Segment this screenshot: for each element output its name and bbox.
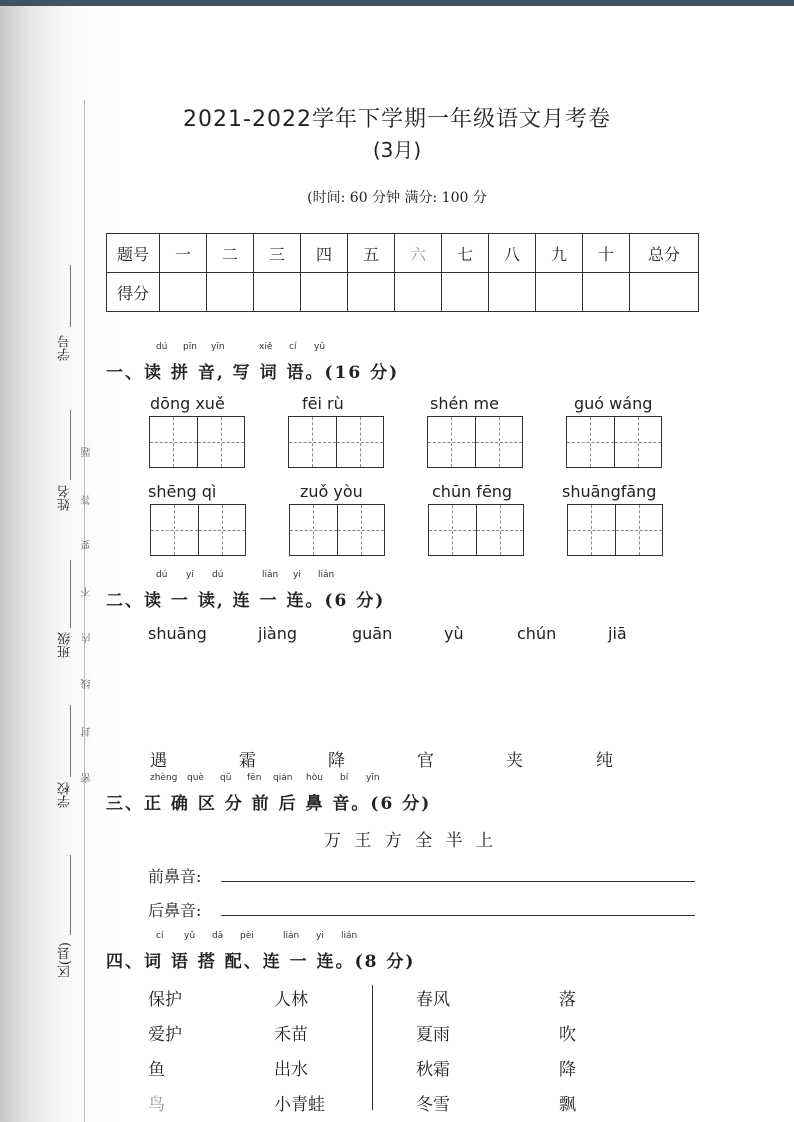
- section1-heading: 一、读 拼 音, 写 词 语。(16 分): [106, 363, 400, 383]
- word-item: 出水: [274, 1060, 308, 1080]
- table-cell: 题号: [107, 234, 160, 273]
- heading-pinyin: bí: [340, 773, 349, 783]
- word-item: 冬雪: [416, 1095, 450, 1115]
- word-item: 秋霜: [416, 1060, 450, 1080]
- character-list: 万 王 方 全 半 上: [324, 831, 494, 851]
- score-cell[interactable]: [583, 273, 630, 312]
- heading-pinyin: xiě: [259, 342, 273, 352]
- word-item: 爱护: [148, 1025, 182, 1045]
- word-item: 保护: [148, 990, 182, 1010]
- heading-pinyin: hòu: [306, 773, 323, 783]
- writing-grid[interactable]: [566, 416, 662, 468]
- section4-heading: 四、词 语 搭 配、连 一 连。(8 分): [106, 952, 416, 972]
- heading-pinyin: qū: [220, 773, 232, 783]
- school-line: [70, 705, 71, 777]
- word-item: 鱼: [148, 1060, 165, 1080]
- heading-pinyin: zhèng: [150, 773, 178, 783]
- name-label: 姓名: [58, 485, 73, 511]
- word-item: 夏雨: [416, 1025, 450, 1045]
- heading-pinyin: cí: [156, 931, 164, 941]
- heading-pinyin: què: [187, 773, 204, 783]
- table-cell: 总分: [630, 234, 699, 273]
- heading-pinyin: qián: [273, 773, 293, 783]
- school-label: 学校: [58, 782, 73, 808]
- table-cell: 九: [536, 234, 583, 273]
- heading-pinyin: yīn: [366, 773, 380, 783]
- word-item: 小青蛙: [274, 1095, 325, 1115]
- heading-pinyin: lián: [283, 931, 300, 941]
- pinyin-word: chūn fēng: [432, 482, 513, 501]
- writing-grid[interactable]: [428, 504, 524, 556]
- word-item: 落: [559, 990, 576, 1010]
- heading-pinyin: dú: [156, 570, 168, 580]
- score-cell[interactable]: [536, 273, 583, 312]
- writing-grid[interactable]: [427, 416, 523, 468]
- heading-pinyin: yi: [316, 931, 324, 941]
- pinyin-word: shēng qì: [148, 482, 217, 501]
- score-cell[interactable]: [207, 273, 254, 312]
- column-divider: [372, 985, 373, 1110]
- score-cell[interactable]: [489, 273, 536, 312]
- hanzi-char: 纯: [596, 751, 613, 771]
- pinyin-word: shuāngfāng: [562, 482, 657, 501]
- hanzi-char: 霜: [239, 751, 256, 771]
- exam-meta: (时间: 60 分钟 满分: 100 分: [307, 190, 487, 206]
- score-cell[interactable]: [348, 273, 395, 312]
- district-line: [70, 855, 71, 935]
- pinyin-word: shén me: [430, 394, 499, 413]
- pinyin-word: fēi rù: [302, 394, 344, 413]
- seal-char: 密: [82, 773, 93, 783]
- seal-char: 封: [82, 727, 93, 737]
- writing-grid[interactable]: [567, 504, 663, 556]
- score-cell[interactable]: [395, 273, 442, 312]
- heading-pinyin: yi: [293, 570, 301, 580]
- seal-char: 内: [82, 633, 93, 643]
- score-cell[interactable]: [442, 273, 489, 312]
- word-item: 人林: [274, 990, 308, 1010]
- table-cell: 六: [395, 234, 442, 273]
- pinyin-word: guān: [352, 624, 393, 643]
- word-item: 鸟: [148, 1095, 165, 1115]
- seal-char: 题: [82, 447, 93, 457]
- seal-char: 要: [82, 540, 93, 550]
- pinyin-word: shuāng: [148, 624, 207, 643]
- heading-pinyin: yǔ: [314, 342, 326, 352]
- score-cell[interactable]: [160, 273, 207, 312]
- score-cell[interactable]: [254, 273, 301, 312]
- name-line: [70, 410, 71, 480]
- word-item: 吹: [559, 1025, 576, 1045]
- heading-pinyin: yi: [186, 570, 194, 580]
- table-cell: 八: [489, 234, 536, 273]
- heading-pinyin: lián: [318, 570, 335, 580]
- table-cell: 一: [160, 234, 207, 273]
- class-line: [70, 560, 71, 628]
- section3-heading: 三、正 确 区 分 前 后 鼻 音。(6 分): [106, 794, 432, 814]
- pinyin-word: guó wáng: [574, 394, 653, 413]
- student-id-label: 学号: [58, 335, 73, 361]
- hanzi-char: 官: [417, 751, 434, 771]
- front-nasal-answer-line[interactable]: [221, 881, 695, 882]
- section2-heading: 二、读 一 读, 连 一 连。(6 分): [106, 591, 386, 611]
- binding-line: [84, 100, 85, 1122]
- district-label: 区(县): [58, 942, 73, 979]
- heading-pinyin: dā: [212, 931, 224, 941]
- seal-char: 答: [82, 495, 93, 505]
- heading-pinyin: cí: [289, 342, 297, 352]
- score-table: [106, 233, 699, 312]
- word-item: 飘: [559, 1095, 576, 1115]
- seal-char: 线: [82, 679, 93, 689]
- front-nasal-label: 前鼻音:: [148, 867, 202, 886]
- writing-grid[interactable]: [288, 416, 384, 468]
- writing-grid[interactable]: [150, 504, 246, 556]
- pinyin-word: jiā: [608, 624, 627, 643]
- exam-subtitle: (3月): [372, 138, 422, 162]
- seal-char: 不: [82, 587, 93, 597]
- heading-pinyin: dú: [156, 342, 168, 352]
- heading-pinyin: yǔ: [184, 931, 196, 941]
- word-item: 降: [559, 1060, 576, 1080]
- student-id-line: [70, 265, 71, 327]
- writing-grid[interactable]: [149, 416, 245, 468]
- heading-pinyin: yīn: [211, 342, 225, 352]
- heading-pinyin: fēn: [247, 773, 262, 783]
- heading-pinyin: pīn: [183, 342, 197, 352]
- heading-pinyin: lián: [341, 931, 358, 941]
- table-cell: 三: [254, 234, 301, 273]
- word-item: 禾苗: [274, 1025, 308, 1045]
- pinyin-word: zuǒ yòu: [300, 482, 363, 501]
- pinyin-word: yù: [444, 624, 464, 643]
- exam-title: 2021-2022学年下学期一年级语文月考卷: [183, 107, 611, 132]
- score-header-row: [107, 234, 699, 273]
- table-cell: 得分: [107, 273, 160, 312]
- pinyin-word: jiàng: [258, 624, 297, 643]
- heading-pinyin: pèi: [240, 931, 254, 941]
- table-cell: 五: [348, 234, 395, 273]
- hanzi-char: 遇: [150, 751, 167, 771]
- table-cell: 四: [301, 234, 348, 273]
- score-cell[interactable]: [301, 273, 348, 312]
- heading-pinyin: dú: [212, 570, 224, 580]
- score-row: [107, 273, 699, 312]
- writing-grid[interactable]: [289, 504, 385, 556]
- table-cell: 二: [207, 234, 254, 273]
- heading-pinyin: lián: [262, 570, 279, 580]
- class-label: 班级: [58, 632, 73, 658]
- table-cell: 十: [583, 234, 630, 273]
- table-cell: 七: [442, 234, 489, 273]
- hanzi-char: 降: [328, 751, 345, 771]
- back-nasal-answer-line[interactable]: [221, 915, 695, 916]
- word-item: 春风: [416, 990, 450, 1010]
- back-nasal-label: 后鼻音:: [148, 901, 202, 920]
- score-cell[interactable]: [630, 273, 699, 312]
- hanzi-char: 夹: [506, 751, 523, 771]
- pinyin-word: dōng xuě: [150, 394, 225, 413]
- pinyin-word: chún: [517, 624, 557, 643]
